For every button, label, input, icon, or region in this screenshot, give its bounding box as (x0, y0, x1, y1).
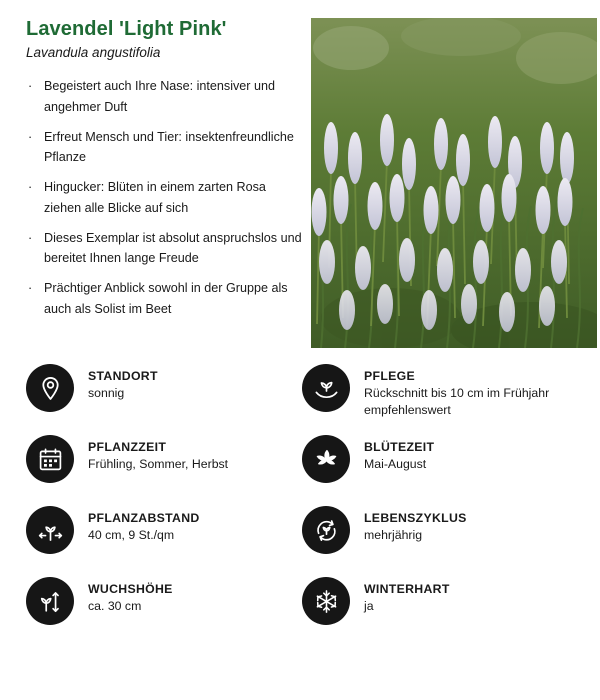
attribute-value: sonnig (88, 386, 125, 400)
attribute-text (364, 364, 578, 418)
blossom-icon (302, 435, 350, 483)
plant-description-column (26, 18, 311, 348)
attribute-label: LEBENSZYKLUS (364, 511, 467, 525)
attribute-label: PFLANZABSTAND (88, 511, 200, 525)
attribute-label: WINTERHART (364, 582, 450, 596)
attribute-label: WUCHSHÖHE (88, 582, 173, 596)
attribute-value: mehrjährig (364, 528, 423, 542)
attribute-lebenszyklus (302, 504, 578, 575)
botanical-name: Lavandula angustifolia (26, 45, 161, 60)
life-cycle-icon (302, 506, 350, 554)
attribute-wuchshoehe (26, 575, 302, 646)
attribute-value: ca. 30 cm (88, 599, 142, 613)
top-section (0, 0, 600, 348)
attribute-value: Rückschnitt bis 10 cm im Frühjahr empfehlenswert (364, 386, 550, 417)
attribute-grid (26, 362, 578, 646)
attribute-text (364, 506, 467, 544)
list-item (26, 76, 303, 118)
list-item (26, 177, 303, 219)
hand-plant-icon (302, 364, 350, 412)
attribute-label: PFLEGE (364, 369, 415, 383)
list-item-text: Hingucker: Blüten in einem zarten Rosa ziehen alle Blicke auf sich (44, 180, 266, 215)
attribute-pflanzabstand (26, 504, 302, 575)
attribute-value: Mai-August (364, 457, 427, 471)
attribute-text (88, 506, 200, 544)
spacing-arrows-icon (26, 506, 74, 554)
attribute-label: STANDORT (88, 369, 158, 383)
attribute-winterhart (302, 575, 578, 646)
attribute-text (364, 435, 434, 473)
attribute-value: 40 cm, 9 St./qm (88, 528, 175, 542)
height-arrow-icon (26, 577, 74, 625)
bullet-marker: · (28, 129, 33, 144)
list-item (26, 278, 303, 320)
list-item-text: Prächtiger Anblick sowohl in der Gruppe als auch als Solist im Beet (44, 281, 288, 316)
attribute-text (88, 364, 158, 402)
bullet-marker: · (28, 180, 33, 195)
attribute-pflege (302, 362, 578, 433)
location-pin-icon (26, 364, 74, 412)
attribute-value: ja (364, 599, 374, 613)
photo-column (311, 18, 597, 348)
list-item-text: Begeistert auch Ihre Nase: intensiver und angehmer Duft (44, 79, 276, 114)
calendar-icon (26, 435, 74, 483)
bullet-marker: · (28, 230, 33, 245)
attribute-label: PFLANZZEIT (88, 440, 167, 454)
attribute-text (364, 577, 450, 615)
attribute-standort (26, 362, 302, 433)
attribute-value: Frühling, Sommer, Herbst (88, 457, 229, 471)
list-item-text: Dieses Exemplar ist absolut anspruchslos und bereitet Ihnen lange Freude (44, 230, 302, 266)
page-title: Lavendel 'Light Pink' (26, 18, 227, 40)
list-item (26, 228, 303, 270)
bullet-marker: · (28, 281, 33, 296)
bullet-marker: · (28, 79, 33, 93)
attribute-text (88, 577, 173, 615)
feature-list (26, 76, 303, 320)
list-item (26, 127, 303, 169)
attribute-label: BLÜTEZEIT (364, 440, 435, 454)
attribute-pflanzzeit (26, 433, 302, 504)
attribute-bluetezeit (302, 433, 578, 504)
plant-photo (311, 18, 597, 348)
snowflake-icon (302, 577, 350, 625)
list-item-text: Erfreut Mensch und Tier: insektenfreundliche Pflanze (44, 129, 294, 165)
attribute-text (88, 435, 228, 473)
